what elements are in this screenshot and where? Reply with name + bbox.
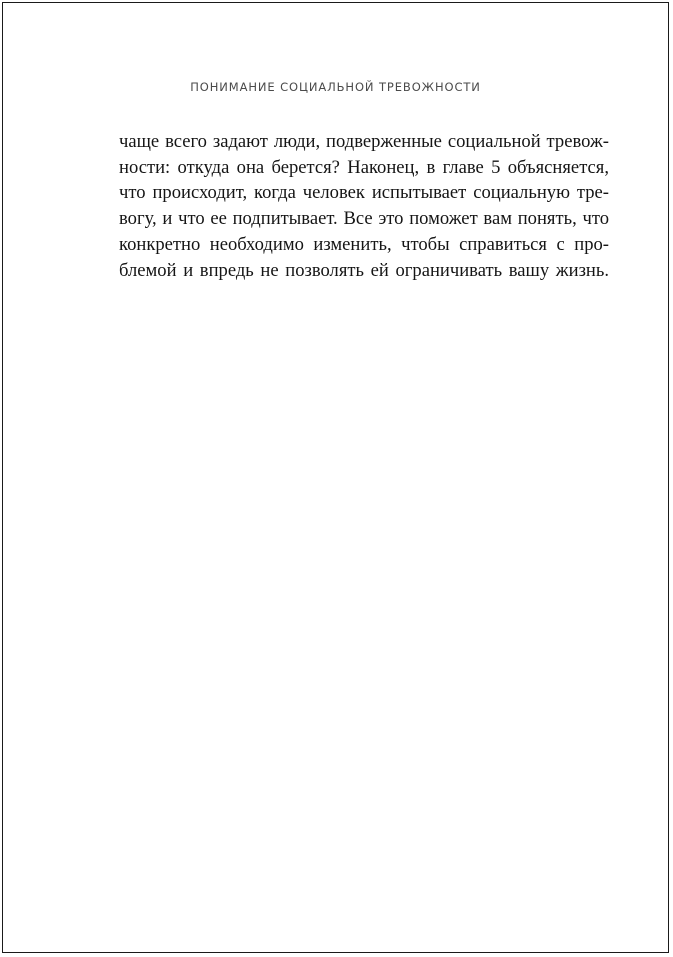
text-line: вогу, и что ее подпитывает. Все это поможет вам понять, что [119, 208, 609, 230]
text-line: что происходит, когда человек испытывает социальную тре- [119, 182, 609, 204]
body-paragraph [119, 129, 609, 283]
text-line: чаще всего задают люди, подверженные социальной тревож- [119, 131, 609, 152]
text-line: блемой и впредь не позволять ей ограничивать вашу жизнь. [119, 259, 609, 281]
book-page [2, 2, 669, 953]
running-head: ПОНИМАНИЕ СОЦИАЛЬНОЙ ТРЕВОЖНОСТИ [190, 80, 481, 94]
text-line: ности: откуда она берется? Наконец, в главе 5 объясняется, [119, 156, 609, 178]
text-line: конкретно необходимо изменить, чтобы справиться с про- [119, 233, 609, 255]
